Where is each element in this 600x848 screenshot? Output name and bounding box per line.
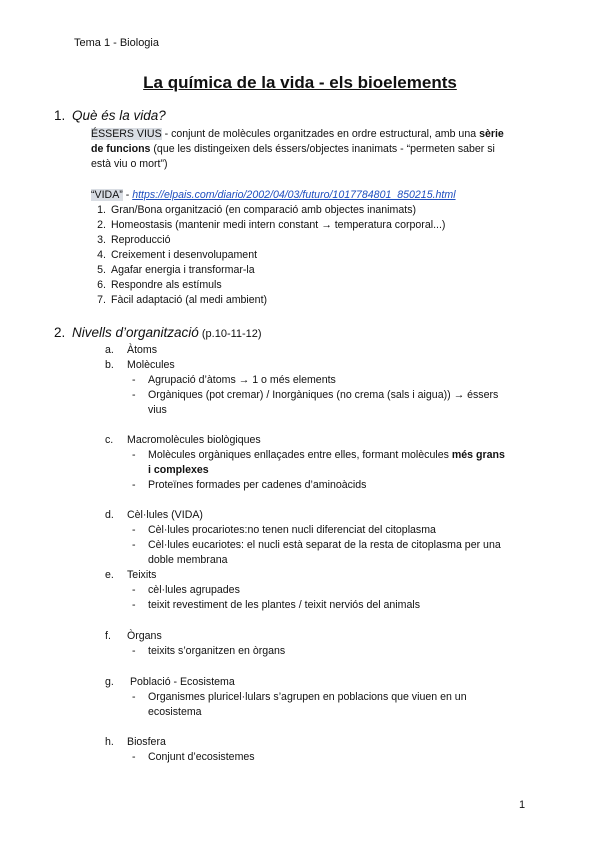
level-g: g. Població - Ecosistema bbox=[105, 676, 235, 688]
essers-text-2: (que les distingeixen dels éssers/objectes inanimats - “permeten saber si bbox=[150, 143, 495, 155]
essers-bold: sèrie bbox=[479, 128, 504, 140]
level-c: c. Macromolècules biològiques bbox=[105, 434, 261, 446]
essers-vius-label: ÉSSERS VIUS bbox=[91, 128, 162, 140]
essers-line-1 bbox=[91, 126, 504, 142]
section-1-title: Què és la vida? bbox=[72, 108, 166, 123]
page-number: 1 bbox=[519, 799, 526, 811]
document-header: Tema 1 - Biologia bbox=[74, 37, 159, 49]
essers-line-2 bbox=[91, 141, 495, 157]
essers-text: - conjunt de molècules organitzades en ordre estructural, amb una bbox=[161, 128, 480, 140]
section-1-number: 1. bbox=[54, 108, 66, 123]
list-item: 1. Gran/Bona organització (en comparació amb objectes inanimats) bbox=[97, 204, 417, 216]
list-item: 5. Agafar energia i transformar-la bbox=[97, 264, 255, 276]
level-f: f. Òrgans bbox=[105, 630, 162, 642]
section-2-title: Nivells d’organització bbox=[72, 325, 199, 340]
level-d: d. Cèl·lules (VIDA) bbox=[105, 509, 203, 521]
page-title: La química de la vida - els bioelements bbox=[143, 73, 457, 92]
essers-line-3: està viu o mort”) bbox=[91, 158, 168, 170]
list-item: 2. Homeostasis (mantenir medi intern constant → temperatura corporal...) bbox=[97, 219, 446, 231]
level-e: e. Teixits bbox=[105, 569, 157, 581]
section-2-heading bbox=[54, 325, 262, 340]
section-2-pages: (p.10-11-12) bbox=[198, 328, 262, 340]
level-a: a. Àtoms bbox=[105, 344, 158, 356]
vida-link[interactable]: https://elpais.com/diario/2002/04/03/futuro/1017784801_850215.html bbox=[132, 189, 456, 201]
vida-separator: - bbox=[122, 189, 133, 201]
list-item: 7. Fàcil adaptació (al medi ambient) bbox=[97, 294, 268, 306]
vida-label: “VIDA” bbox=[91, 189, 123, 201]
list-item: 6. Respondre als estímuls bbox=[97, 279, 222, 291]
life-traits-list bbox=[91, 203, 445, 308]
vida-line bbox=[91, 187, 456, 203]
list-item: 4. Creixement i desenvolupament bbox=[97, 249, 258, 261]
level-h: h. Biosfera bbox=[105, 736, 166, 748]
level-b: b. Molècules bbox=[105, 359, 175, 371]
essers-bold-2: de funcions bbox=[91, 143, 151, 155]
section-2-number: 2. bbox=[54, 325, 66, 340]
list-item: 3. Reproducció bbox=[97, 234, 171, 246]
section-1-heading bbox=[54, 108, 166, 123]
